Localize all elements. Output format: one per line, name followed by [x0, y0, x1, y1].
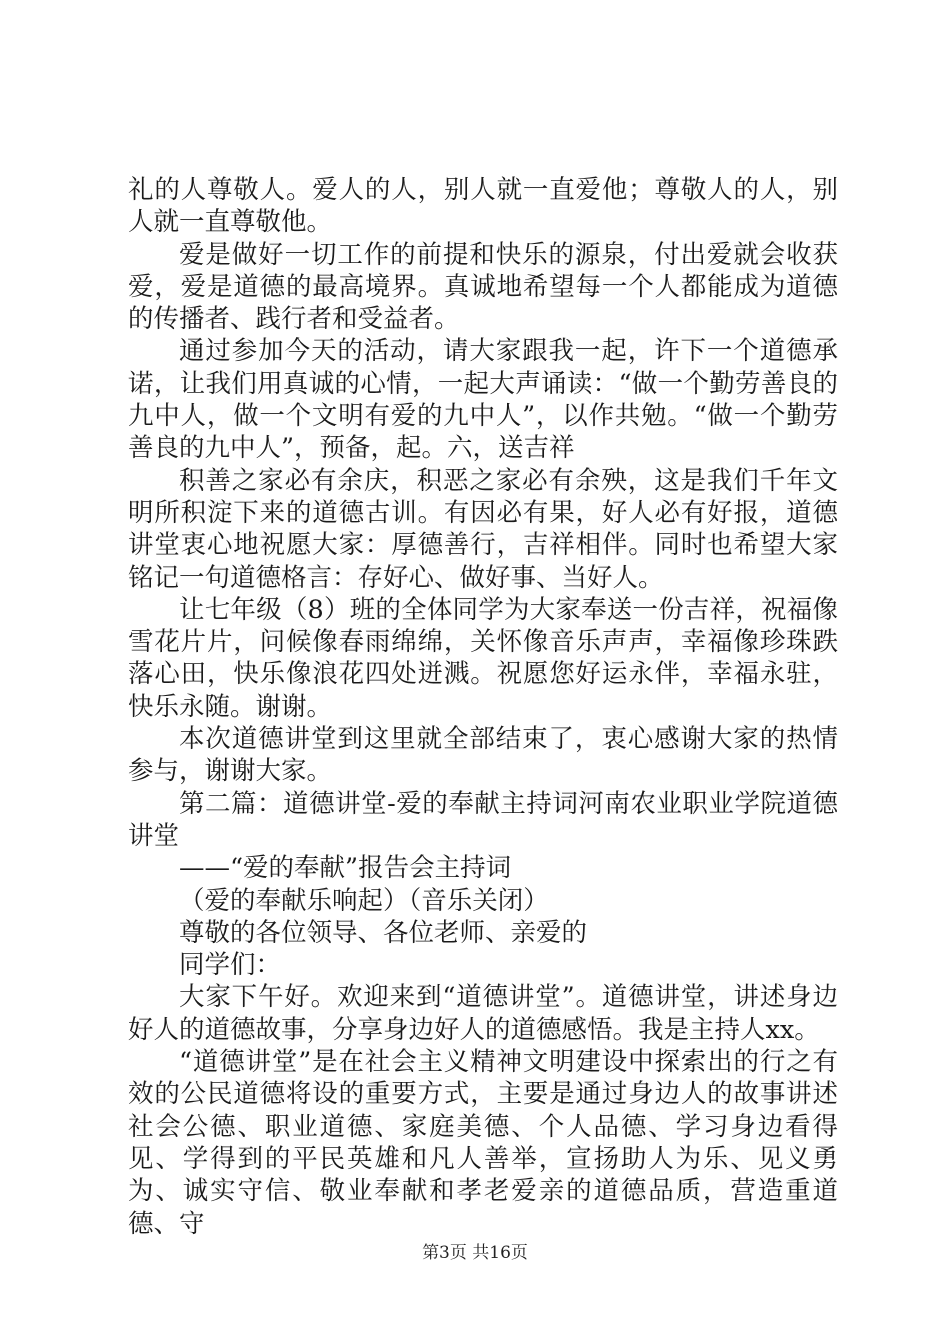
- paragraph-greeting: 大家下午好。欢迎来到“道德讲堂”。道德讲堂，讲述身边好人的道德故事，分享身边好人的道德感悟。我是主持人xx。: [128, 982, 838, 1045]
- paragraph-6: 本次道德讲堂到这里就全部结束了，衷心感谢大家的热情参与，谢谢大家。: [128, 724, 838, 787]
- paragraph-5: 让七年级（8）班的全体同学为大家奉送一份吉祥，祝福像雪花片片，问候像春雨绵绵，关怀像音乐声声，幸福像珍珠跌落心田，快乐像浪花四处迸溅。祝愿您好运永伴，幸福永驻，快乐永随。谢谢。: [128, 594, 838, 722]
- paragraph-intro: “道德讲堂”是在社会主义精神文明建设中探索出的行之有效的公民道德将设的重要方式，主要是通过身边人的故事讲述社会公德、职业道德、家庭美德、个人品德、学习身边看得见、学得到的平民英雄和凡人善举，宣扬助人为乐、见义勇为、诚实守信、敬业奉献和孝老爱亲的道德品质，营造重道德、守: [128, 1047, 838, 1239]
- section-heading: 第二篇：道德讲堂-爱的奉献主持词河南农业职业学院道德讲堂: [128, 788, 838, 851]
- paragraph-3: 通过参加今天的活动，请大家跟我一起，许下一个道德承诺，让我们用真诚的心情，一起大声诵读：“做一个勤劳善良的九中人，做一个文明有爱的九中人”，以作共勉。“做一个勤劳善良的九中人”，预备，起。六，送吉祥: [128, 336, 838, 464]
- salutation-line-1: 尊敬的各位领导、各位老师、亲爱的: [179, 917, 588, 948]
- salutation-line-2: 同学们：: [179, 950, 282, 981]
- page-number-footer: 第3页 共16页: [422, 1243, 528, 1263]
- paragraph-2: 爱是做好一切工作的前提和快乐的源泉，付出爱就会收获爱，爱是道德的最高境界。真诚地希望每一个人都能成为道德的传播者、践行者和受益者。: [128, 239, 838, 335]
- paragraph-4: 积善之家必有余庆，积恶之家必有余殃，这是我们千年文明所积淀下来的道德古训。有因必有果，好人必有好报，道德讲堂衷心地祝愿大家：厚德善行，吉祥相伴。同时也希望大家铭记一句道德格言：存好心、做好事、当好人。: [128, 465, 838, 593]
- document-body: [128, 174, 838, 1240]
- stage-direction: （爱的奉献乐响起）（音乐关闭）: [179, 885, 549, 916]
- section-subtitle: ——“爱的奉献”报告会主持词: [179, 853, 512, 884]
- paragraph-1: 礼的人尊敬人。爱人的人，别人就一直爱他；尊敬人的人，别人就一直尊敬他。: [128, 175, 838, 238]
